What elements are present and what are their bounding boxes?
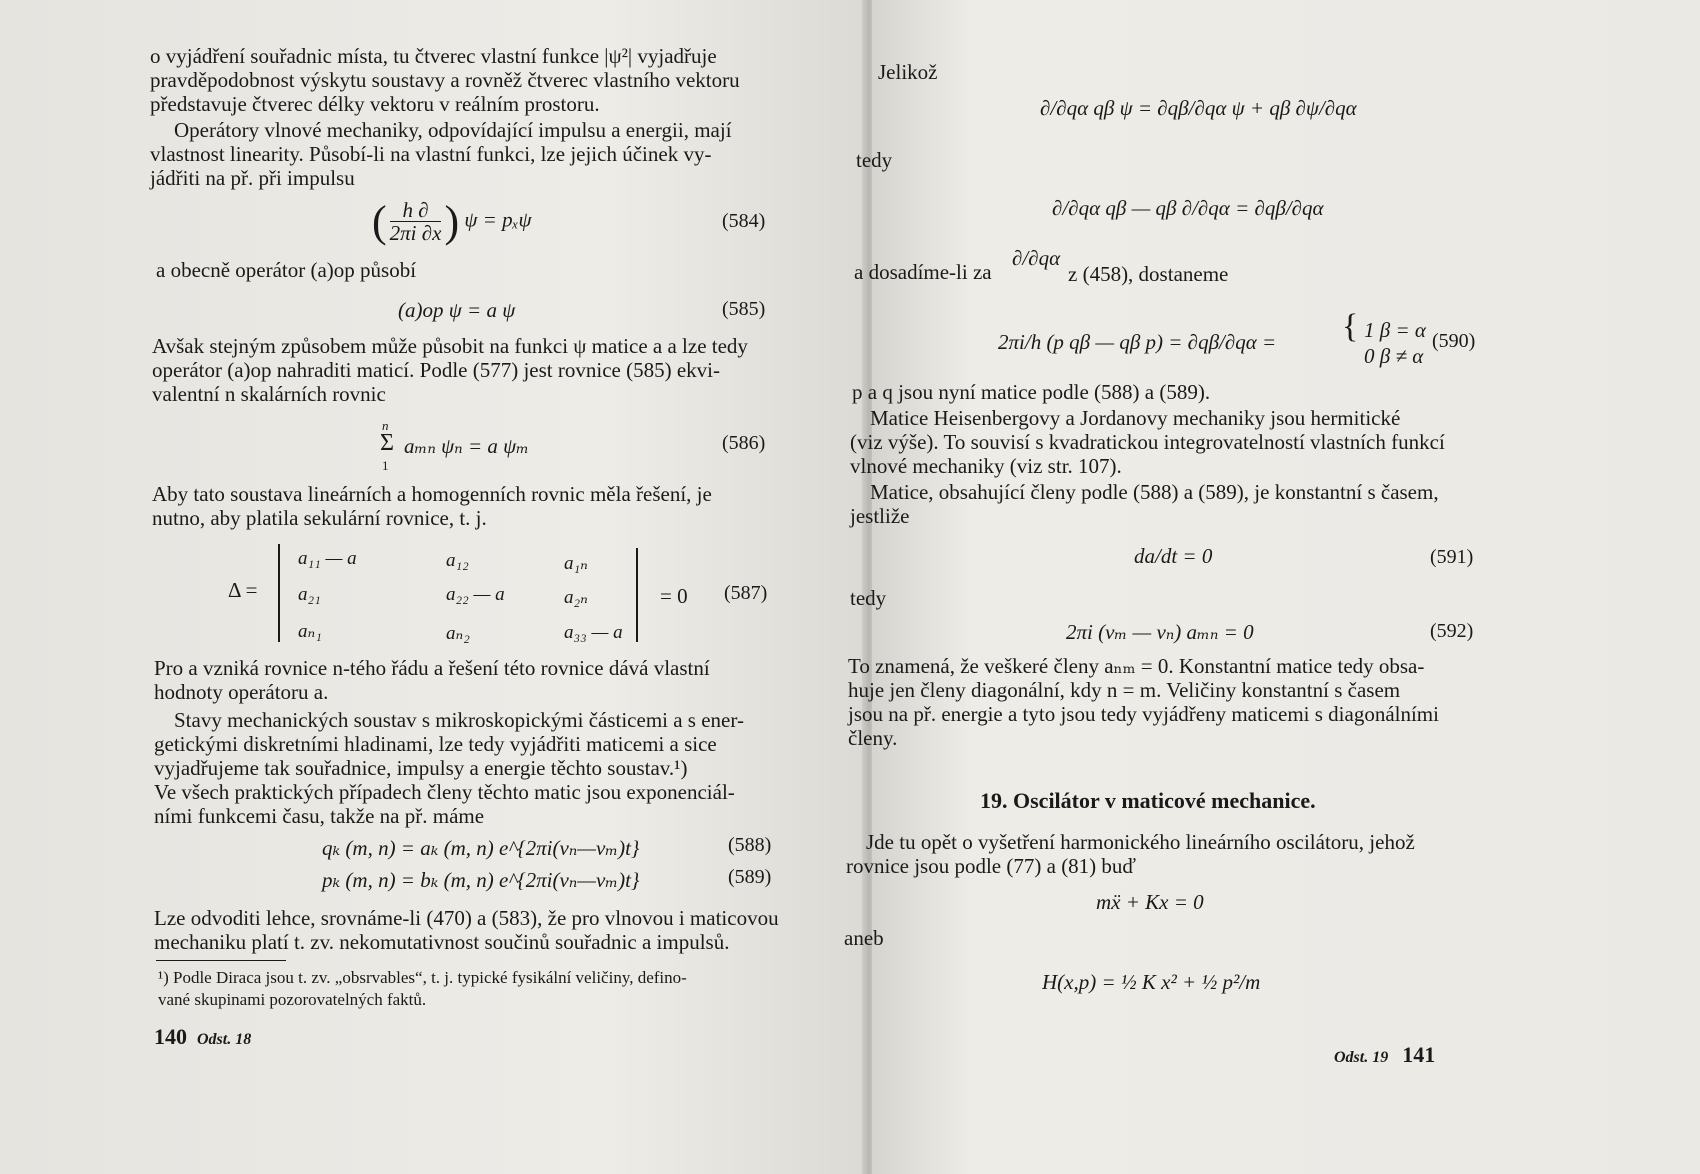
text-line: jestliže (850, 504, 910, 528)
text-line: z (458), dostaneme (1068, 262, 1229, 286)
determinant-bar-left (278, 544, 280, 642)
text-line: vyjadřujeme tak souřadnice, impulsy a energie těchto soustav.¹) (154, 756, 688, 780)
equation-586: aₘₙ ψₙ = a ψₘ (404, 434, 530, 458)
text-line: Matice, obsahující členy podle (588) a (589), je konstantní s časem, (870, 480, 1439, 504)
equation-commutator-operator: ∂/∂qα qβ — qβ ∂/∂qα = ∂qβ/∂qα (1052, 196, 1324, 220)
text-line: vlastnost linearity. Působí-li na vlastní funkci, lze jejich účinek vy- (150, 142, 712, 166)
text-line: nutno, aby platila sekulární rovnice, t. j. (152, 506, 487, 530)
equation-number: (590) (1432, 330, 1476, 352)
text-line: pravděpodobnost výskytu soustavy a rovněž čtverec vlastního vektoru (150, 68, 740, 92)
text-line: rovnice jsou podle (77) a (81) buď (846, 854, 1137, 878)
text-line: aneb (844, 926, 884, 950)
equation-product-rule: ∂/∂qα qβ ψ = ∂qβ/∂qα ψ + qβ ∂ψ/∂qα (1040, 96, 1357, 120)
matrix-cell: a₁ₙ (564, 553, 588, 574)
text-line: tedy (856, 148, 893, 172)
text-line: o vyjádření souřadnic místa, tu čtverec vlastní funkce |ψ²| vyjadřuje (150, 44, 717, 68)
equation-590-case: 1 β = α (1364, 318, 1426, 342)
text-line: vlnové mechaniky (viz str. 107). (850, 454, 1122, 478)
page-number: Odst. 19 141 (1334, 1042, 1436, 1067)
equation-number: (592) (1430, 620, 1474, 642)
equation-number: (589) (728, 866, 772, 888)
equation-number: (588) (728, 834, 772, 856)
operator-fraction: ∂/∂qα (1012, 246, 1061, 270)
footnote-line: ¹) Podle Diraca jsou t. zv. „obsrvables“, t. j. typické fysikální veličiny, defino- (158, 968, 687, 987)
footnote-rule (156, 960, 286, 961)
text-line: tedy (850, 586, 887, 610)
cases-brace: { (1342, 308, 1359, 345)
text-line: getickými diskretními hladinami, lze tedy vyjádřiti maticemi a sice (154, 732, 717, 756)
text-line: valentní n skalárních rovnic (152, 382, 386, 406)
text-line: Matice Heisenbergovy a Jordanovy mechaniky jsou hermitické (870, 406, 1401, 430)
text-line: hodnoty operátoru a. (154, 680, 329, 704)
equation-591: da/dt = 0 (1134, 544, 1213, 568)
text-line: ními funkcemi času, takže na př. máme (154, 804, 485, 828)
text-line: Avšak stejným způsobem může působit na funkci ψ matice a a lze tedy (152, 334, 748, 358)
text-line: Operátory vlnové mechaniky, odpovídající impulsu a energii, mají (174, 118, 732, 142)
equation-number: (587) (724, 582, 768, 604)
text-line: Aby tato soustava lineárních a homogenních rovnic měla řešení, je (152, 482, 712, 506)
equation-number: (585) (722, 298, 766, 320)
text-line: jádřiti na př. při impulsu (150, 166, 355, 190)
text-line: Pro a vzniká rovnice n-tého řádu a řešení této rovnice dává vlastní (154, 656, 710, 680)
text-line: a obecně operátor (a)op působí (156, 258, 417, 282)
text-line: mechaniku platí t. zv. nekomutativnost součinů souřadnic a impulsů. (154, 930, 730, 954)
section-heading: 19. Oscilátor v maticové mechanice. (980, 788, 1316, 813)
matrix-cell: a₂₁ (298, 584, 321, 605)
matrix-cell: aₙ₁ (298, 621, 322, 642)
text-line: představuje čtverec délky vektoru v reálním prostoru. (150, 92, 600, 116)
text-line: Jde tu opět o vyšetření harmonického lineárního oscilátoru, jehož (866, 830, 1415, 854)
equation-590-case: 0 β ≠ α (1364, 344, 1424, 368)
text-line: To znamená, že veškeré členy aₙₘ = 0. Konstantní matice tedy obsa- (848, 654, 1425, 678)
determinant-lhs: Δ = (228, 578, 258, 602)
text-line: operátor (a)op nahraditi maticí. Podle (577) jest rovnice (585) ekvi- (152, 358, 720, 382)
equation-number: (591) (1430, 546, 1474, 568)
equation-588: qₖ (m, n) = aₖ (m, n) e^{2πi(νₙ—νₘ)t} (322, 836, 640, 860)
matrix-cell: a₁₁ — a (298, 548, 357, 569)
right-page (844, 0, 1700, 1174)
determinant-rhs: = 0 (660, 584, 688, 608)
sum-top: n (382, 418, 389, 433)
matrix-cell: a₂ₙ (564, 587, 588, 608)
matrix-cell: a₁₂ (446, 550, 469, 571)
determinant-bar-right (636, 548, 638, 642)
text-line: huje jen členy diagonální, kdy n = m. Veličiny konstantní s časem (848, 678, 1401, 702)
sum-sign: Σ (380, 430, 394, 456)
text-line: (viz výše). To souvisí s kvadratickou integrovatelností vlastních funkcí (850, 430, 1445, 454)
text-line: a dosadíme-li za (854, 260, 992, 284)
text-line: p a q jsou nyní matice podle (588) a (589). (852, 380, 1211, 404)
text-line: Stavy mechanických soustav s mikroskopickými částicemi a s ener- (174, 708, 744, 732)
text-line: Jelikož (878, 60, 938, 84)
equation-592: 2πi (νₘ — νₙ) aₘₙ = 0 (1066, 620, 1254, 644)
text-line: jsou na př. energie a tyto jsou tedy vyjádřeny maticemi s diagonálními (848, 702, 1439, 726)
text-line: Ve všech praktických případech členy těchto matic jsou exponenciál- (154, 780, 735, 804)
equation-585: (a)op ψ = a ψ (398, 298, 516, 322)
matrix-cell: a₂₂ — a (446, 584, 505, 605)
text-line: členy. (848, 726, 898, 750)
sum-bottom: 1 (382, 458, 389, 473)
matrix-cell: aₙ₂ (446, 623, 470, 644)
matrix-cell: a₃₃ — a (564, 622, 623, 643)
equation-number: (586) (722, 432, 766, 454)
equation-589: pₖ (m, n) = bₖ (m, n) e^{2πi(νₙ—νₘ)t} (322, 868, 640, 892)
text-line: Lze odvoditi lehce, srovnáme-li (470) a (583), že pro vlnovou i maticovou (154, 906, 779, 930)
equation-hamiltonian: H(x,p) = ½ K x² + ½ p²/m (1042, 970, 1261, 994)
footnote-line: vané skupinami pozorovatelných faktů. (158, 990, 427, 1009)
equation-584: ( $\frac{h \partial}{2\pi i \partial x}$ ) ψ = pₓψ (372, 197, 532, 246)
equation-oscillator-motion: mẍ + Kx = 0 (1096, 890, 1204, 914)
page-number: 140 Odst. 18 (154, 1024, 252, 1049)
equation-number: (584) (722, 210, 766, 232)
equation-590: 2πi/h (p qβ — qβ p) = ∂qβ/∂qα = (998, 330, 1277, 354)
